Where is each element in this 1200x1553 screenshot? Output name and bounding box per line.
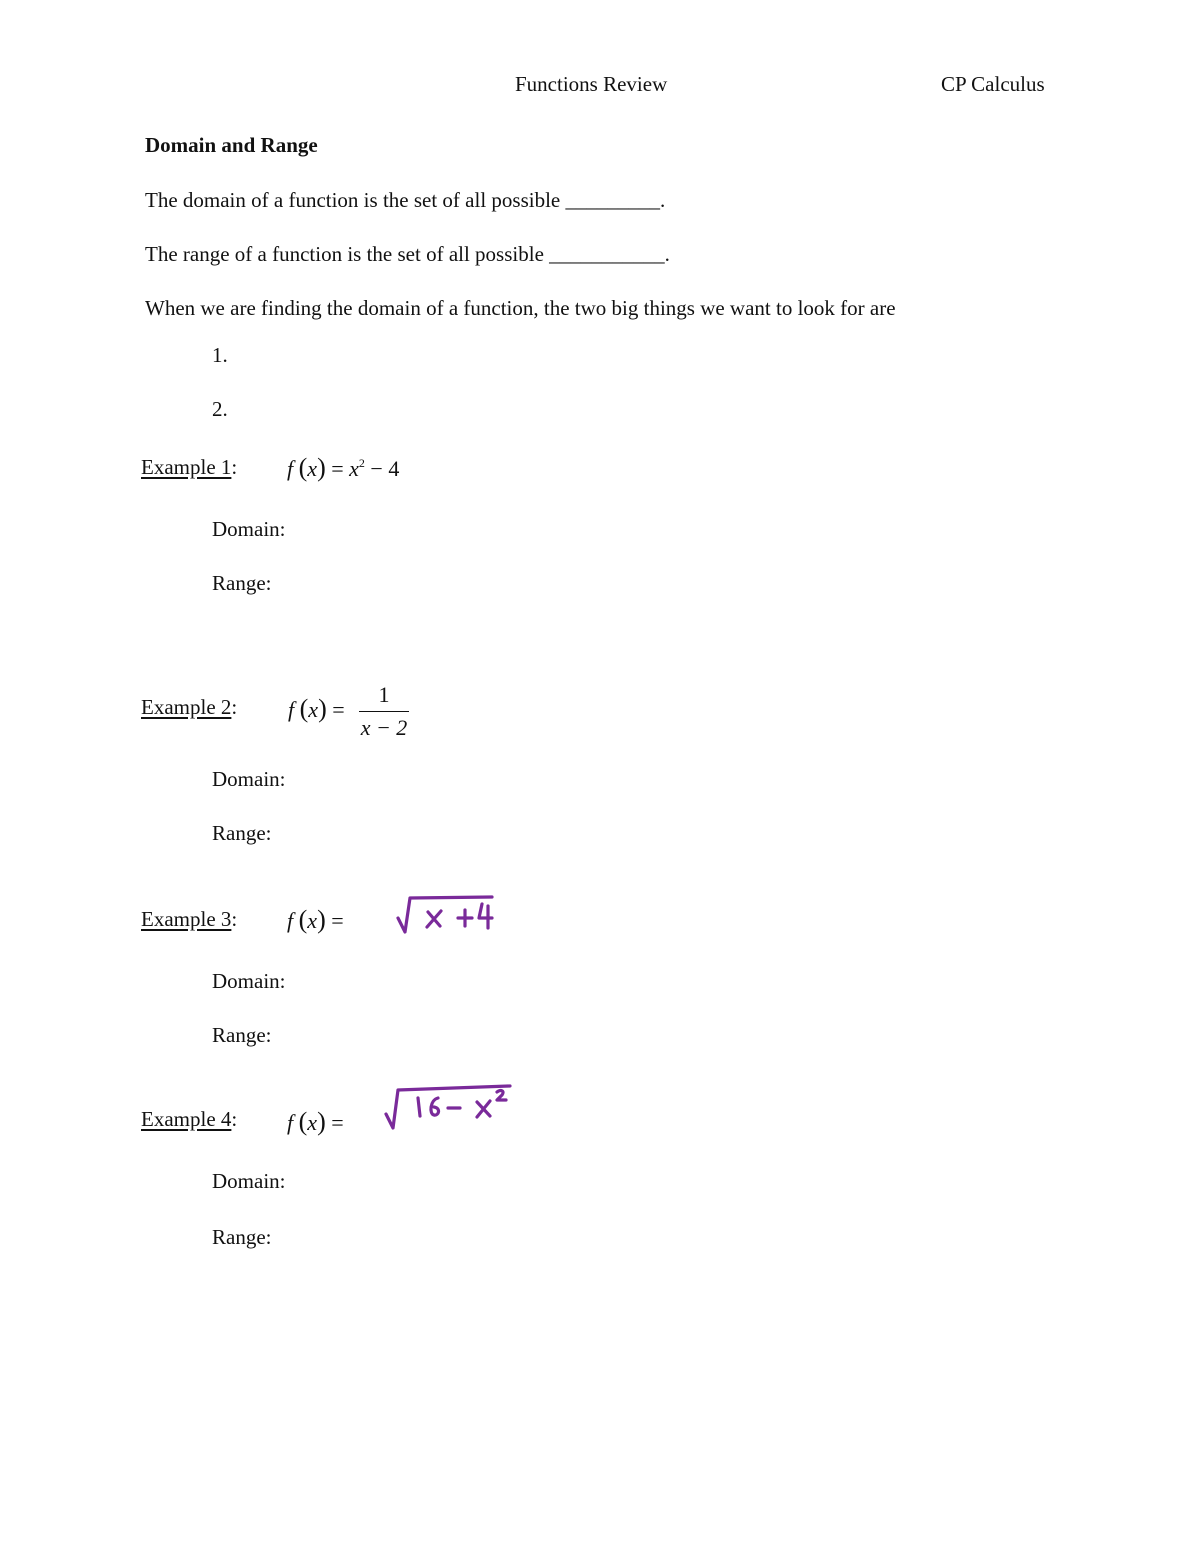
- range-definition: The range of a function is the set of all possible ___________.: [145, 242, 670, 266]
- example-1-formula: f $(x) = x^2 - 4$: [287, 453, 400, 482]
- example-3-handwritten-sqrt: [392, 890, 502, 940]
- range-label: Range:: [212, 1023, 272, 1047]
- intro-line: When we are finding the domain of a function, the two big things we want to look for are: [145, 296, 896, 320]
- course-name: CP Calculus: [941, 72, 1045, 96]
- domain-label: Domain:: [212, 517, 286, 541]
- fraction-numerator: 1: [378, 682, 390, 707]
- example-2-formula-lhs: f (x) =: [288, 694, 345, 723]
- example-3-label: Example 3:: [141, 907, 238, 931]
- example-4-handwritten-sqrt: [380, 1080, 515, 1135]
- range-label: Range:: [212, 1225, 272, 1249]
- example-4-formula-lhs: f (x) =: [287, 1107, 344, 1136]
- range-label: Range:: [212, 821, 272, 845]
- example-4-label: Example 4:: [141, 1107, 238, 1131]
- domain-definition: The domain of a function is the set of all possible _________.: [145, 188, 666, 212]
- example-1-label: Example 1:: [141, 455, 238, 479]
- list-item: 2.: [212, 397, 228, 421]
- page-title: Functions Review: [515, 72, 668, 96]
- example-2-fraction: [359, 684, 409, 739]
- example-2-label: Example 2:: [141, 695, 238, 719]
- list-item: 1.: [212, 343, 228, 367]
- domain-label: Domain:: [212, 1169, 286, 1193]
- domain-label: Domain:: [212, 767, 286, 791]
- example-3-formula-lhs: f (x) =: [287, 905, 344, 934]
- domain-label: Domain:: [212, 969, 286, 993]
- section-heading: Domain and Range: [145, 133, 318, 157]
- fraction-denominator: x − 2: [360, 715, 408, 740]
- range-label: Range:: [212, 571, 272, 595]
